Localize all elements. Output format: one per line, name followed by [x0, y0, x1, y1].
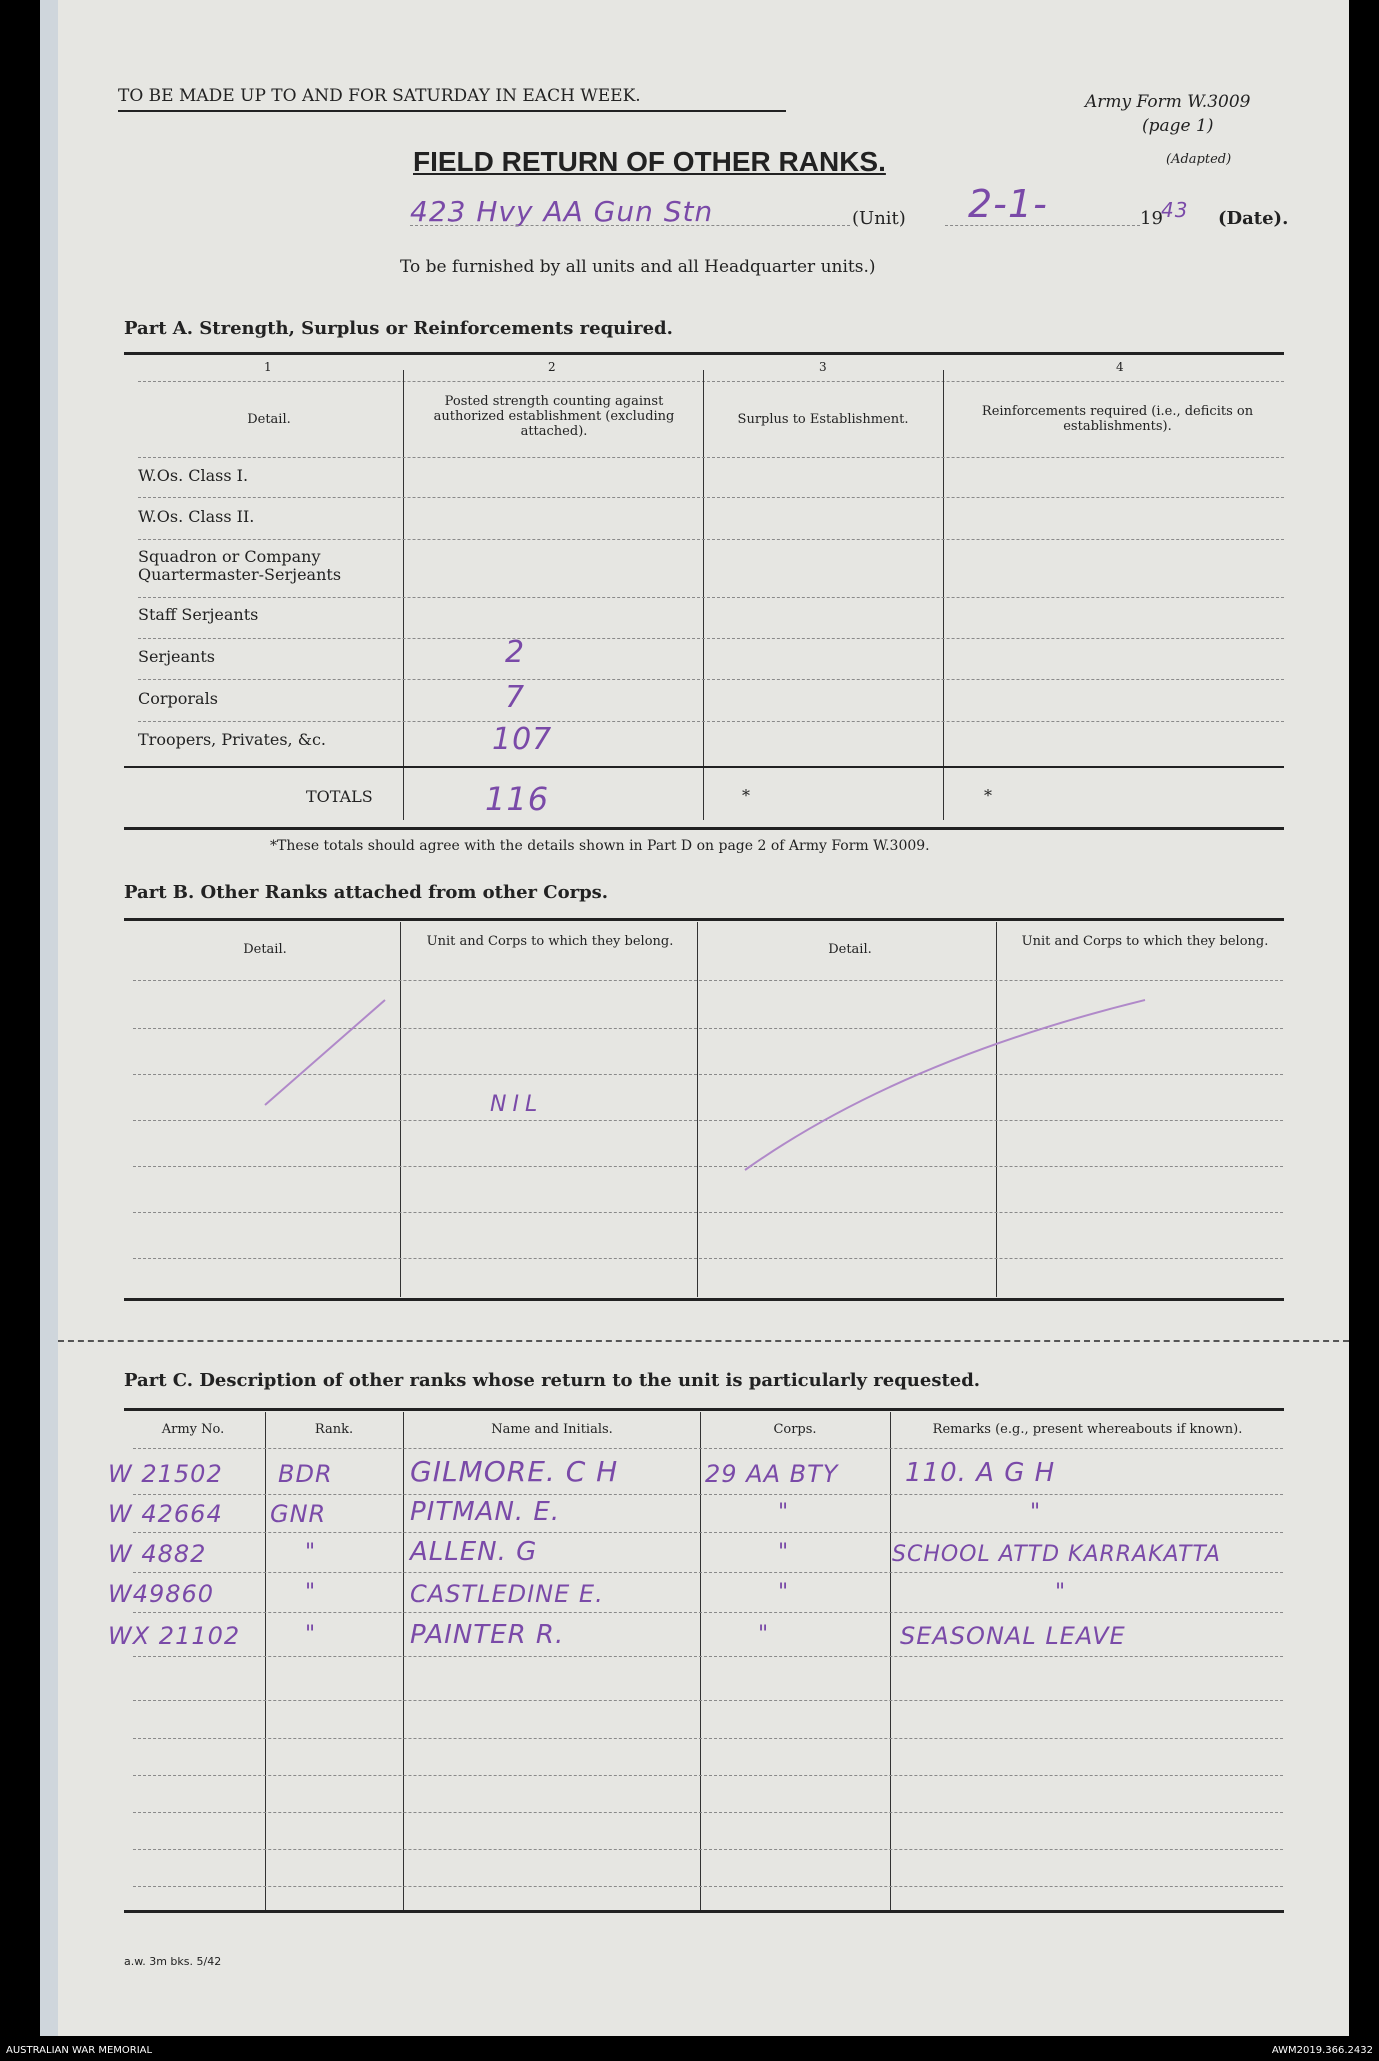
- name-initials: PAINTER R.: [410, 1620, 565, 1650]
- date-label: (Date).: [1218, 208, 1289, 229]
- row-label-wo-class-1: W.Os. Class I.: [138, 466, 249, 485]
- archive-name: AUSTRALIAN WAR MEMORIAL: [6, 2045, 153, 2056]
- part-c-row-line: [133, 1532, 1283, 1533]
- remarks: ": [1030, 1500, 1042, 1525]
- part-c-col-rank: Rank.: [314, 1422, 354, 1437]
- part-c-divider-4: [890, 1412, 891, 1912]
- part-a-footnote: *These totals should agree with the details shown in Part D on page 2 of Army Form W.3009.: [270, 838, 930, 854]
- col-header-posted-strength: Posted strength counting against authorized establishment (excluding attached).: [433, 394, 675, 439]
- part-c-row-line: [133, 1812, 1283, 1813]
- part-b-nil: NIL: [490, 1092, 544, 1117]
- army-form-label: Army Form W.3009: [1085, 92, 1251, 112]
- army-no: W 21502: [108, 1460, 223, 1488]
- print-code: a.w. 3m bks. 5/42: [124, 1955, 222, 1968]
- part-c-heading: Part C. Description of other ranks whose return to the unit is particularly requested.: [124, 1370, 981, 1391]
- col-header-reinforcements: Reinforcements required (i.e., deficits on establishments).: [981, 404, 1254, 434]
- rank: ": [305, 1580, 317, 1605]
- remarks: SCHOOL ATTD KARRAKATTA: [892, 1542, 1221, 1567]
- rank: ": [305, 1622, 317, 1647]
- rank: ": [305, 1540, 317, 1565]
- part-c-row-line: [133, 1775, 1283, 1776]
- part-c-divider-2: [403, 1412, 404, 1912]
- remarks: 110. A G H: [905, 1458, 1056, 1488]
- part-b-col-detail-1: Detail.: [243, 942, 287, 957]
- part-c-col-corps: Corps.: [773, 1422, 817, 1437]
- col-number-3: 3: [819, 360, 827, 374]
- part-b-heading: Part B. Other Ranks attached from other Corps.: [124, 882, 609, 903]
- army-no: W 42664: [108, 1500, 223, 1528]
- part-c-col-name: Name and Initials.: [491, 1422, 613, 1437]
- part-c-bottom-rule: [124, 1910, 1284, 1913]
- part-c-col-army-no: Army No.: [161, 1422, 225, 1437]
- instruction-text: TO BE MADE UP TO AND FOR SATURDAY IN EACH WEEK.: [118, 86, 641, 106]
- col-header-surplus: Surplus to Establishment.: [737, 412, 909, 427]
- col-number-1: 1: [264, 360, 272, 374]
- part-c-row-line: [133, 1738, 1283, 1739]
- perforation-line: [58, 1340, 1349, 1342]
- col-header-detail: Detail.: [247, 412, 291, 427]
- part-c-col-remarks: Remarks (e.g., present whereabouts if known).: [932, 1422, 1243, 1437]
- totals-label: TOTALS: [306, 787, 373, 806]
- value-serjeants: 2: [505, 635, 526, 670]
- name-initials: GILMORE. C H: [410, 1455, 619, 1488]
- row-label-troopers: Troopers, Privates, &c.: [138, 730, 327, 749]
- part-c-top-rule: [124, 1408, 1284, 1411]
- corps: 29 AA BTY: [705, 1460, 839, 1488]
- archive-reference: AWM2019.366.2432: [1271, 2045, 1373, 2056]
- part-c-row-line: [133, 1656, 1283, 1657]
- part-c-row-line: [133, 1612, 1283, 1613]
- unit-value: 423 Hvy AA Gun Stn: [410, 195, 714, 228]
- part-c-row-line: [133, 1494, 1283, 1495]
- name-initials: PITMAN. E.: [410, 1497, 561, 1527]
- col-number-2: 2: [548, 360, 556, 374]
- adapted-label: (Adapted): [1166, 152, 1232, 167]
- row-label-wo-class-2: W.Os. Class II.: [138, 507, 255, 526]
- corps: ": [778, 1500, 790, 1525]
- name-initials: CASTLEDINE E.: [410, 1580, 604, 1608]
- corps: ": [778, 1540, 790, 1565]
- part-c-row-line: [133, 1886, 1283, 1887]
- corps: ": [758, 1622, 770, 1647]
- col-number-4: 4: [1116, 360, 1124, 374]
- archive-footer: [0, 2040, 1379, 2061]
- army-no: WX 21102: [108, 1622, 241, 1650]
- unit-label: (Unit): [852, 208, 906, 229]
- value-troopers: 107: [492, 722, 553, 757]
- rank: BDR: [278, 1460, 333, 1488]
- totals-surplus-asterisk: *: [742, 786, 750, 805]
- part-c-row-line: [133, 1700, 1283, 1701]
- page-label: (page 1): [1142, 116, 1214, 136]
- totals-reinforcements-asterisk: *: [984, 786, 992, 805]
- value-corporals: 7: [505, 680, 526, 715]
- name-initials: ALLEN. G: [410, 1537, 538, 1567]
- furnish-note: To be furnished by all units and all Headquarter units.): [400, 257, 876, 277]
- row-label-cqms: Squadron or Company Quartermaster-Serjeants: [138, 547, 342, 584]
- part-c-row-line: [133, 1849, 1283, 1850]
- year-value: 43: [1161, 198, 1189, 222]
- army-no: W 4882: [108, 1540, 207, 1568]
- part-c-divider-3: [700, 1412, 701, 1912]
- page-title: FIELD RETURN OF OTHER RANKS.: [413, 146, 886, 177]
- year-prefix: 19: [1140, 208, 1163, 229]
- remarks: SEASONAL LEAVE: [900, 1622, 1126, 1650]
- part-c-divider-1: [265, 1412, 266, 1912]
- part-b-col-detail-2: Detail.: [828, 942, 872, 957]
- row-label-serjeants: Serjeants: [138, 647, 215, 666]
- part-c-row-line: [133, 1572, 1283, 1573]
- date-value: 2-1-: [968, 182, 1048, 226]
- totals-value: 116: [485, 780, 550, 818]
- part-c-header-line: [133, 1448, 1283, 1449]
- row-label-corporals: Corporals: [138, 689, 218, 708]
- army-no: W49860: [108, 1580, 215, 1608]
- part-b-col-unit-1: Unit and Corps to which they belong.: [426, 934, 674, 949]
- part-b-bottom-rule: [124, 1298, 1284, 1301]
- part-b-col-unit-2: Unit and Corps to which they belong.: [1021, 934, 1269, 949]
- corps: ": [778, 1580, 790, 1605]
- remarks: ": [1055, 1580, 1067, 1605]
- row-label-staff-serjeants: Staff Serjeants: [138, 605, 259, 624]
- rank: GNR: [270, 1500, 327, 1528]
- part-a-heading: Part A. Strength, Surplus or Reinforcements required.: [124, 318, 673, 339]
